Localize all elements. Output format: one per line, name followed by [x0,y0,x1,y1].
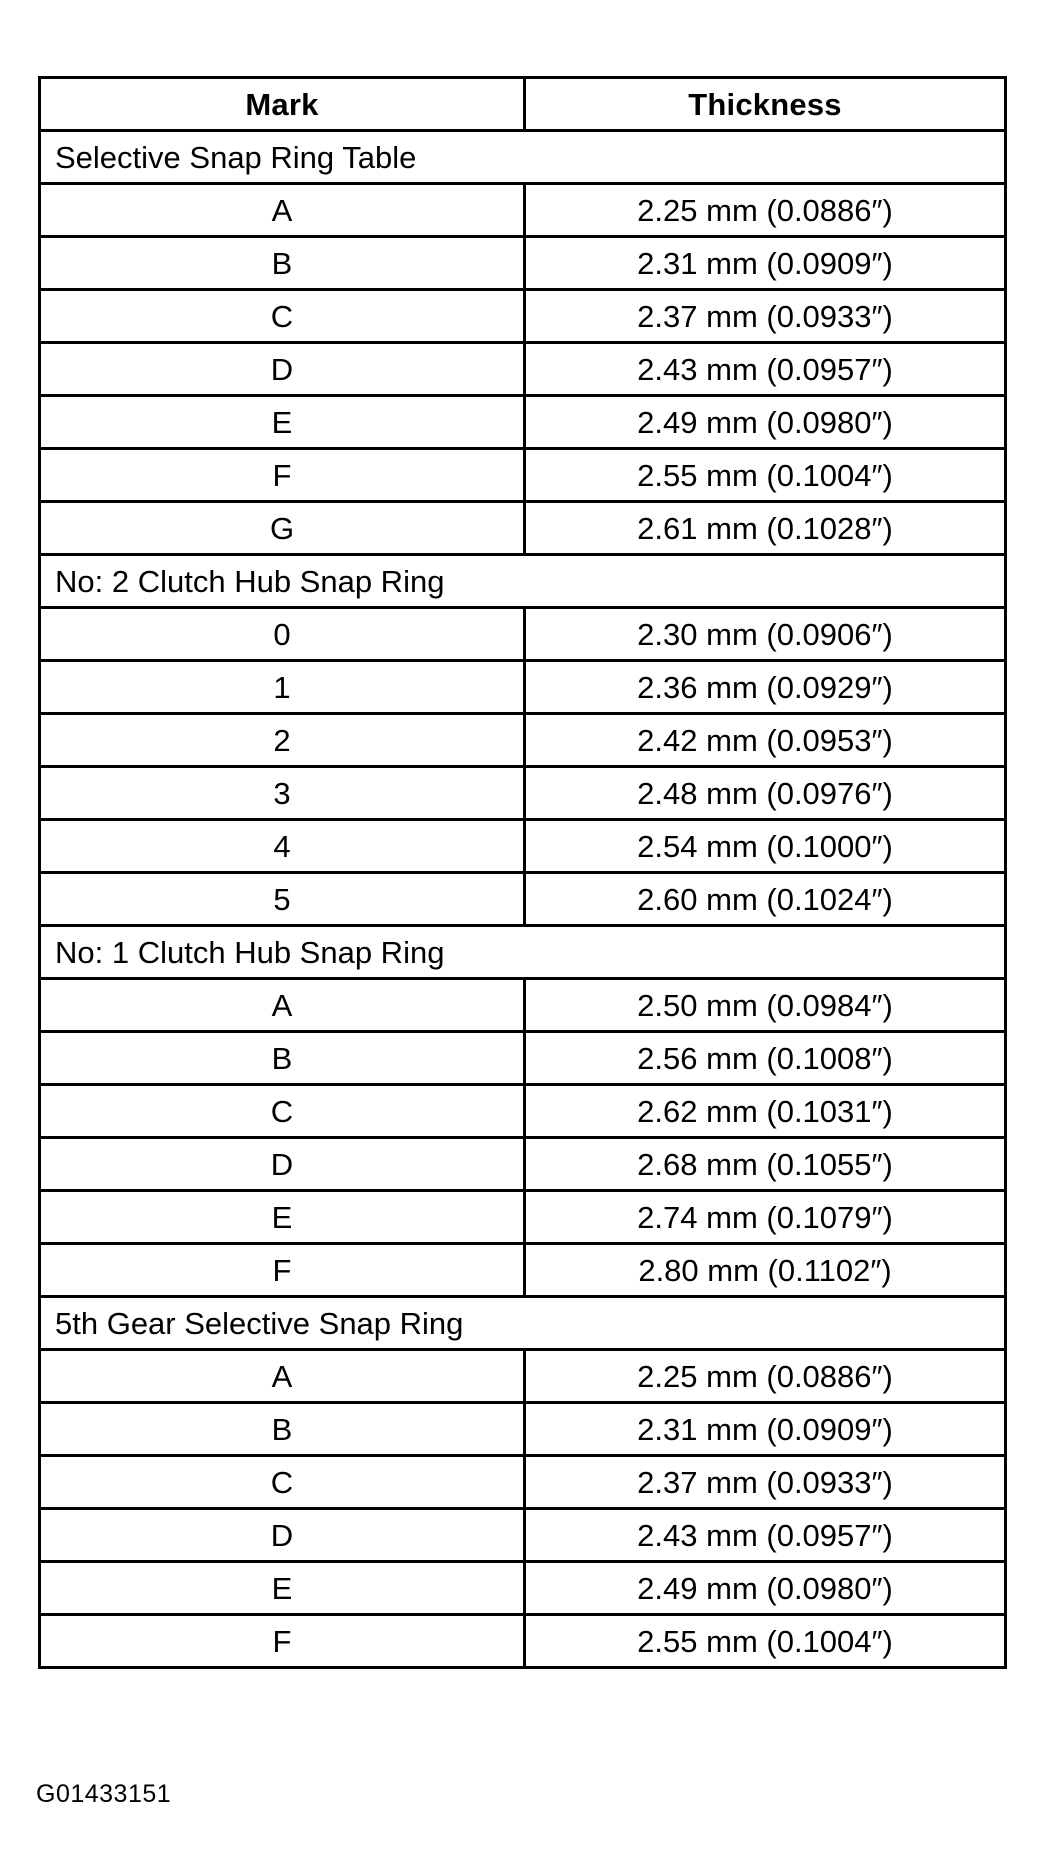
table-row [40,608,1006,661]
table-row [40,290,1006,343]
mark-cell: C [40,1456,525,1509]
table-row [40,502,1006,555]
thickness-cell: 2.56 mm (0.1008″) [525,1032,1006,1085]
snap-ring-thickness-table [38,76,1007,1669]
mark-cell: A [40,1350,525,1403]
table-row [40,767,1006,820]
mark-cell: B [40,237,525,290]
mark-cell: E [40,396,525,449]
thickness-cell: 2.43 mm (0.0957″) [525,343,1006,396]
header-mark: Mark [40,78,525,131]
thickness-cell: 2.25 mm (0.0886″) [525,184,1006,237]
table-row [40,1191,1006,1244]
table-row [40,1244,1006,1297]
table-row [40,1509,1006,1562]
table-row [40,714,1006,767]
mark-cell: A [40,979,525,1032]
thickness-cell: 2.31 mm (0.0909″) [525,1403,1006,1456]
section-title: 5th Gear Selective Snap Ring [40,1297,1006,1350]
thickness-cell: 2.30 mm (0.0906″) [525,608,1006,661]
thickness-cell: 2.49 mm (0.0980″) [525,396,1006,449]
table-row [40,237,1006,290]
thickness-cell: 2.74 mm (0.1079″) [525,1191,1006,1244]
thickness-cell: 2.55 mm (0.1004″) [525,1615,1006,1668]
header-thickness: Thickness [525,78,1006,131]
mark-cell: B [40,1403,525,1456]
table-row [40,1562,1006,1615]
thickness-cell: 2.49 mm (0.0980″) [525,1562,1006,1615]
table-row [40,661,1006,714]
section-title: No: 2 Clutch Hub Snap Ring [40,555,1006,608]
thickness-cell: 2.54 mm (0.1000″) [525,820,1006,873]
mark-cell: D [40,343,525,396]
mark-cell: G [40,502,525,555]
table-row [40,873,1006,926]
section-title: No: 1 Clutch Hub Snap Ring [40,926,1006,979]
mark-cell: F [40,1244,525,1297]
header-row [40,78,1006,131]
thickness-cell: 2.62 mm (0.1031″) [525,1085,1006,1138]
mark-cell: C [40,290,525,343]
table-row [40,1615,1006,1668]
section-row [40,926,1006,979]
table-row [40,449,1006,502]
thickness-cell: 2.37 mm (0.0933″) [525,1456,1006,1509]
table-row [40,979,1006,1032]
mark-cell: A [40,184,525,237]
table-body [40,131,1006,1668]
thickness-cell: 2.36 mm (0.0929″) [525,661,1006,714]
mark-cell: F [40,449,525,502]
section-row [40,555,1006,608]
mark-cell: 5 [40,873,525,926]
table-row [40,1350,1006,1403]
thickness-cell: 2.25 mm (0.0886″) [525,1350,1006,1403]
mark-cell: B [40,1032,525,1085]
table-row [40,1032,1006,1085]
mark-cell: 4 [40,820,525,873]
section-row [40,131,1006,184]
thickness-cell: 2.48 mm (0.0976″) [525,767,1006,820]
thickness-cell: 2.42 mm (0.0953″) [525,714,1006,767]
thickness-cell: 2.31 mm (0.0909″) [525,237,1006,290]
mark-cell: 3 [40,767,525,820]
thickness-cell: 2.80 mm (0.1102″) [525,1244,1006,1297]
section-title: Selective Snap Ring Table [40,131,1006,184]
thickness-cell: 2.43 mm (0.0957″) [525,1509,1006,1562]
mark-cell: 0 [40,608,525,661]
thickness-cell: 2.68 mm (0.1055″) [525,1138,1006,1191]
table-row [40,820,1006,873]
table-row [40,184,1006,237]
mark-cell: 1 [40,661,525,714]
table-row [40,396,1006,449]
mark-cell: 2 [40,714,525,767]
thickness-cell: 2.55 mm (0.1004″) [525,449,1006,502]
mark-cell: C [40,1085,525,1138]
mark-cell: E [40,1191,525,1244]
thickness-cell: 2.37 mm (0.0933″) [525,290,1006,343]
mark-cell: D [40,1509,525,1562]
table-row [40,1403,1006,1456]
table-row [40,1138,1006,1191]
mark-cell: E [40,1562,525,1615]
figure-id: G01433151 [36,1780,172,1808]
table-row [40,343,1006,396]
table-row [40,1456,1006,1509]
thickness-cell: 2.61 mm (0.1028″) [525,502,1006,555]
section-row [40,1297,1006,1350]
thickness-cell: 2.50 mm (0.0984″) [525,979,1006,1032]
mark-cell: D [40,1138,525,1191]
table-row [40,1085,1006,1138]
mark-cell: F [40,1615,525,1668]
thickness-cell: 2.60 mm (0.1024″) [525,873,1006,926]
